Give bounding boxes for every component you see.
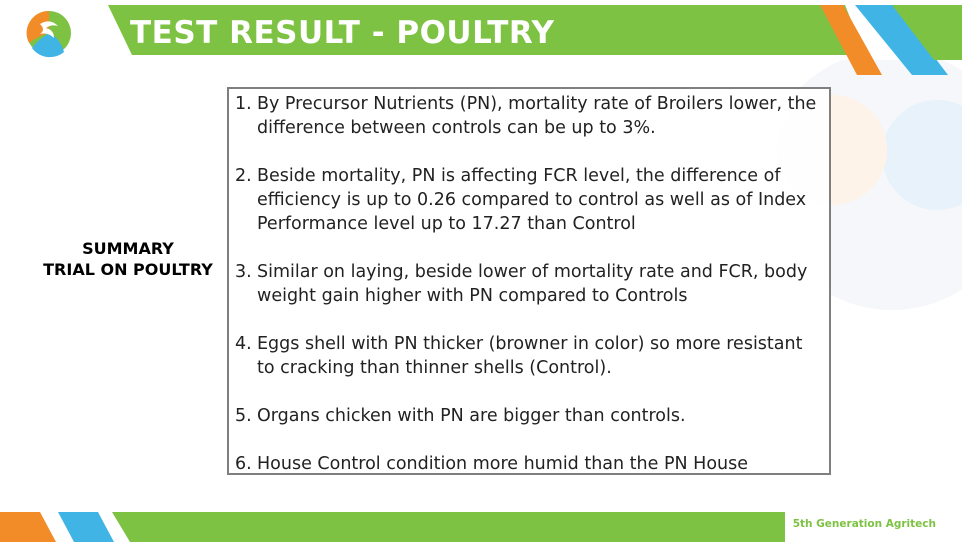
point-number: 6. — [235, 454, 252, 474]
point-number: 2. — [235, 166, 252, 186]
results-list — [235, 92, 825, 500]
result-point-3 — [235, 260, 825, 308]
result-point-1 — [235, 92, 825, 140]
result-point-6 — [235, 452, 825, 476]
company-name: 5th Generation Agritech — [792, 518, 936, 530]
result-point-4 — [235, 332, 825, 380]
point-text: Eggs shell with PN thicker (browner in color) so more resistant to cracking than thinner shells (Control). — [257, 334, 803, 378]
result-point-2 — [235, 164, 825, 236]
point-number: 4. — [235, 334, 252, 354]
point-number: 1. — [235, 94, 252, 114]
summary-line-2: TRIAL ON POULTRY — [43, 260, 213, 279]
point-number: 5. — [235, 406, 252, 426]
summary-label — [30, 238, 226, 280]
point-number: 3. — [235, 262, 252, 282]
point-text: Similar on laying, beside lower of mortality rate and FCR, body weight gain higher with PN compared to Controls — [257, 262, 808, 306]
results-box — [227, 87, 831, 475]
company-logo-icon — [24, 8, 74, 58]
point-text: Beside mortality, PN is affecting FCR level, the difference of efficiency is up to 0.26 compared to control as well as of Index Performance level up to 17.27 than Control — [257, 166, 807, 234]
page-title: TEST RESULT - POULTRY — [130, 15, 555, 51]
summary-line-1: SUMMARY — [82, 239, 174, 258]
point-text: By Precursor Nutrients (PN), mortality rate of Broilers lower, the difference between controls can be up to 3%. — [257, 94, 817, 138]
result-point-5 — [235, 404, 825, 428]
point-text: Organs chicken with PN are bigger than controls. — [257, 406, 686, 426]
point-text: House Control condition more humid than the PN House — [257, 454, 749, 474]
